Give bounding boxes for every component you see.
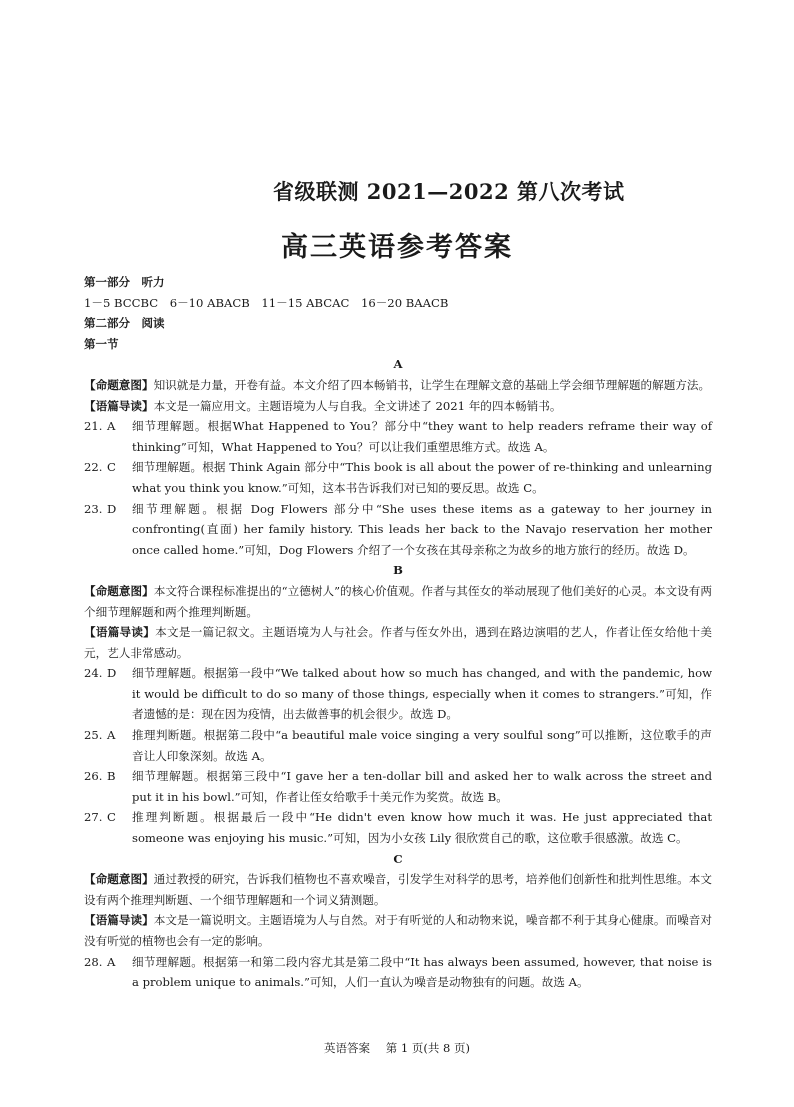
answer-letter: A (107, 419, 116, 434)
answer-letter: C (107, 460, 116, 475)
intent-tag: 【命题意图】 (84, 583, 154, 598)
question-number: 27. (84, 810, 103, 825)
explanation: 推理判断题。根据第二段中“a beautiful male voice singing a very soulful song”可以推断，这位歌手的声音让人印象深刻。故选 A。 (132, 728, 712, 763)
guide-text: 本文是一篇说明文。主题语境为人与自然。对于有听觉的人和动物来说，噪音都不利于其身心健康。而噪音对没有听觉的植物也会有一定的影响。 (84, 913, 712, 948)
question-number: 21. (84, 419, 103, 434)
guide-text: 本文是一篇应用文。主题语境为人与自我。全文讲述了 2021 年的四本畅销书。 (153, 398, 562, 413)
footer-subject: 英语答案 (324, 1041, 371, 1055)
answer-letter: D (107, 501, 117, 516)
question-21 (84, 416, 712, 457)
intent-tag: 【命题意图】 (84, 377, 154, 392)
guide-tag: 【语篇导读】 (84, 625, 156, 640)
question-27 (84, 807, 712, 848)
explanation: 细节理解题。根据 Dog Flowers 部分中“She uses these items as a gateway to her journey in confronting(直面) her family history. This leads her back to the Navajo reservation her mother once called home.”可知，Dog Flowers 介绍了一个女孩在其母亲称之为故乡的地方旅行的经历。故选 D。 (132, 501, 712, 557)
question-number: 28. (84, 954, 103, 969)
passage-a-guide (84, 396, 712, 417)
footer-page-number: 第 1 页(共 8 页) (385, 1041, 470, 1055)
passage-c-intent (84, 869, 712, 910)
exam-title: 省级联测 2021—2022 第八次考试 (273, 179, 625, 204)
listening-answers: 1－5 BCCBC 6－10 ABACB 11－15 ABCAC 16－20 BAACB (84, 295, 449, 310)
part2-heading: 第二部分 阅读 (84, 316, 165, 331)
explanation: 细节理解题。根据第一段中“We talked about how so much has changed, and with the pandemic, how it would be difficult to do so many of those things, especially when it comes to strangers.”可知，作者遗憾的是：现在因为疫情，出去做善事的机会很少。故选 D。 (132, 666, 712, 722)
question-number: 26. (84, 769, 103, 784)
question-24 (84, 663, 712, 725)
question-26 (84, 766, 712, 807)
intent-tag: 【命题意图】 (84, 872, 154, 887)
explanation: 细节理解题。根据 Think Again 部分中“This book is all about the power of re-thinking and unlearning what you think you know.”可知，这本书告诉我们对已知的要反思。故选 C。 (132, 460, 712, 495)
question-number: 25. (84, 728, 103, 743)
explanation: 细节理解题。根据第一和第二段内容尤其是第二段中“It has always been assumed, however, that noise is a problem unique to animals.”可知，人们一直认为噪音是动物独有的问题。故选 A。 (132, 954, 712, 990)
explanation: 细节理解题。根据第三段中“I gave her a ten-dollar bill and asked her to walk across the street and put it in his bowl.”可知，作者让侄女给歌手十美元作为奖赏。故选 B。 (132, 769, 712, 804)
answer-letter: B (107, 769, 116, 784)
explanation: 细节理解题。根据What Happened to You？部分中“they want to help readers reframe their way of thinking”可知，What Happened to You？可以让我们重塑思维方式。故选 A。 (132, 419, 712, 454)
question-number: 23. (84, 501, 103, 516)
passage-a-intent (84, 375, 712, 396)
question-number: 22. (84, 460, 103, 475)
answer-letter: D (107, 666, 117, 681)
intent-text: 知识就是力量，开卷有益。本文介绍了四本畅销书，让学生在理解文意的基础上学会细节理解题的解题方法。 (153, 377, 711, 392)
passage-b-guide (84, 622, 712, 663)
guide-text: 本文是一篇记叙文。主题语境为人与社会。作者与侄女外出，遇到在路边演唱的艺人，作者让侄女给他十美元，艺人非常感动。 (84, 625, 712, 660)
section-heading: 第一节 (84, 336, 119, 351)
guide-tag: 【语篇导读】 (84, 398, 154, 413)
content-body (84, 272, 712, 993)
question-28 (84, 952, 712, 993)
intent-text: 通过教授的研究，告诉我们植物也不喜欢噪音，引发学生对科学的思考，培养他们创新性和批判性思维。本文设有两个推理判断题、一个细节理解题和一个词义猜测题。 (84, 872, 712, 907)
answer-letter: A (107, 954, 116, 969)
passage-c-letter: C (393, 851, 403, 866)
question-number: 24. (84, 666, 103, 681)
question-22 (84, 457, 712, 498)
question-23 (84, 499, 712, 561)
guide-tag: 【语篇导读】 (84, 913, 154, 928)
passage-c-guide (84, 910, 712, 951)
document-title: 高三英语参考答案 (281, 232, 513, 263)
passage-b-letter: B (393, 563, 403, 578)
passage-b-intent (84, 581, 712, 622)
intent-text: 本文符合课程标准提出的“立德树人”的核心价值观。作者与其侄女的举动展现了他们美好的心灵。本文设有两个细节理解题和两个推理判断题。 (84, 583, 712, 619)
part1-heading: 第一部分 听力 (84, 275, 165, 289)
answer-letter: C (107, 810, 116, 825)
explanation: 推理判断题。根据最后一段中“He didn't even know how much it was. He just appreciated that someone was enjoying his music.”可知，因为小女孩 Lily 很欣赏自己的歌，这位歌手很感激。故选 C。 (132, 810, 712, 846)
question-25 (84, 725, 712, 766)
passage-a-letter: A (393, 357, 403, 372)
answer-letter: A (107, 728, 116, 743)
page-footer (0, 1040, 794, 1056)
